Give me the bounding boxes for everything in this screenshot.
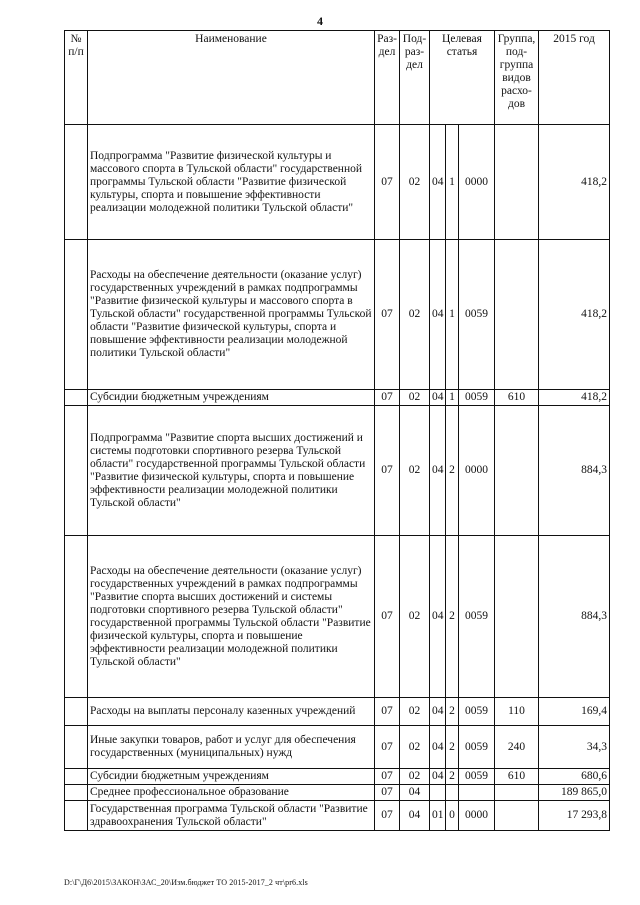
row-razdel-cell: 07 [375, 125, 400, 240]
row-expense-type-cell: 610 [495, 390, 539, 406]
row-podrazdel-cell: 02 [400, 406, 430, 536]
row-razdel-cell: 07 [375, 240, 400, 390]
row-target-subprogram-cell: 2 [446, 536, 459, 698]
table-row [65, 698, 610, 726]
table-body [65, 125, 610, 831]
file-path-footer: D:\Г\Д6\2015\ЗАКОН\ЗАС_20\Изм.бюджет ТО 2015-2017_2 чт\pr6.xls [64, 878, 308, 887]
row-sum-cell: 169,4 [539, 698, 610, 726]
row-target-direction-cell: 0000 [459, 801, 495, 831]
row-number-cell [65, 125, 88, 240]
row-expense-type-cell: 240 [495, 726, 539, 769]
row-expense-type-cell [495, 125, 539, 240]
row-podrazdel-cell: 02 [400, 125, 430, 240]
row-expense-type-cell [495, 536, 539, 698]
row-number-cell [65, 536, 88, 698]
row-number-cell [65, 785, 88, 801]
row-razdel-cell: 07 [375, 785, 400, 801]
table-row [65, 536, 610, 698]
header-name: Наименование [88, 31, 375, 125]
row-target-subprogram-cell: 2 [446, 726, 459, 769]
budget-table [64, 30, 610, 831]
row-podrazdel-cell: 02 [400, 769, 430, 785]
table-row [65, 240, 610, 390]
row-target-direction-cell [459, 785, 495, 801]
row-number-cell [65, 698, 88, 726]
row-name-cell: Расходы на обеспечение деятельности (оказание услуг) государственных учреждений в рамках подпрограммы "Развитие спорта высших достижений и системы подготовки спортивного резерва Тульской области" государственной программы Тульской области "Развитие физической культуры, спорта и повышение эффективности реализации молодежной политики Тульской области" [88, 536, 375, 698]
table-header-row [65, 31, 610, 125]
row-podrazdel-cell: 04 [400, 785, 430, 801]
row-target-program-cell: 01 [430, 801, 446, 831]
table-row [65, 390, 610, 406]
row-target-program-cell [430, 785, 446, 801]
table-row [65, 406, 610, 536]
header-num: № п/п [65, 31, 88, 125]
row-name-cell: Расходы на выплаты персоналу казенных учреждений [88, 698, 375, 726]
table-row [65, 801, 610, 831]
row-name-cell: Расходы на обеспечение деятельности (оказание услуг) государственных учреждений в рамках подпрограммы "Развитие физической культуры и массового спорта в Тульской области" государственной программы Тульской области "Развитие физической культуры, спорта и повышение эффективности реализации молодежной политики Тульской области" [88, 240, 375, 390]
row-target-subprogram-cell: 1 [446, 390, 459, 406]
row-name-cell: Подпрограмма "Развитие спорта высших достижений и системы подготовки спортивного резерва Тульской области" государственной программы Тульской области "Развитие физической культуры, спорта и повышение эффективности реализации молодежной политики Тульской области" [88, 406, 375, 536]
row-razdel-cell: 07 [375, 536, 400, 698]
header-celevaya-statya: Целевая статья [430, 31, 495, 125]
row-podrazdel-cell: 04 [400, 801, 430, 831]
row-target-direction-cell: 0000 [459, 125, 495, 240]
row-target-program-cell: 04 [430, 536, 446, 698]
row-target-program-cell: 04 [430, 726, 446, 769]
table-row [65, 726, 610, 769]
row-podrazdel-cell: 02 [400, 390, 430, 406]
row-name-cell: Подпрограмма "Развитие физической культуры и массового спорта в Тульской области" государственной программы Тульской области "Развитие физической культуры, спорта и повышение эффективности реализации молодежной политики Тульской области" [88, 125, 375, 240]
header-year: 2015 год [539, 31, 610, 125]
row-name-cell: Субсидии бюджетным учреждениям [88, 769, 375, 785]
row-podrazdel-cell: 02 [400, 240, 430, 390]
row-razdel-cell: 07 [375, 390, 400, 406]
row-target-program-cell: 04 [430, 125, 446, 240]
row-number-cell [65, 726, 88, 769]
row-number-cell [65, 390, 88, 406]
header-podrazdel: Под-раз-дел [400, 31, 430, 125]
row-podrazdel-cell: 02 [400, 536, 430, 698]
row-number-cell [65, 240, 88, 390]
page-number: 4 [317, 14, 323, 28]
row-target-direction-cell: 0059 [459, 390, 495, 406]
table-row [65, 769, 610, 785]
row-sum-cell: 17 293,8 [539, 801, 610, 831]
row-sum-cell: 34,3 [539, 726, 610, 769]
row-sum-cell: 884,3 [539, 536, 610, 698]
row-target-direction-cell: 0059 [459, 240, 495, 390]
row-razdel-cell: 07 [375, 726, 400, 769]
table-row [65, 125, 610, 240]
table-row [65, 785, 610, 801]
row-target-program-cell: 04 [430, 769, 446, 785]
row-target-subprogram-cell: 2 [446, 698, 459, 726]
row-name-cell: Субсидии бюджетным учреждениям [88, 390, 375, 406]
row-number-cell [65, 801, 88, 831]
row-expense-type-cell [495, 240, 539, 390]
row-podrazdel-cell: 02 [400, 726, 430, 769]
row-expense-type-cell: 610 [495, 769, 539, 785]
row-name-cell: Государственная программа Тульской области "Развитие здравоохранения Тульской области" [88, 801, 375, 831]
row-sum-cell: 418,2 [539, 125, 610, 240]
row-target-subprogram-cell: 2 [446, 769, 459, 785]
row-number-cell [65, 406, 88, 536]
row-razdel-cell: 07 [375, 769, 400, 785]
row-target-subprogram-cell: 0 [446, 801, 459, 831]
row-expense-type-cell [495, 785, 539, 801]
row-razdel-cell: 07 [375, 698, 400, 726]
row-name-cell: Среднее профессиональное образование [88, 785, 375, 801]
row-sum-cell: 189 865,0 [539, 785, 610, 801]
row-razdel-cell: 07 [375, 801, 400, 831]
header-razdel: Раз-дел [375, 31, 400, 125]
row-target-direction-cell: 0059 [459, 726, 495, 769]
header-gruppa: Группа, под-группа видов расхо-дов [495, 31, 539, 125]
row-target-program-cell: 04 [430, 406, 446, 536]
row-sum-cell: 418,2 [539, 390, 610, 406]
row-sum-cell: 884,3 [539, 406, 610, 536]
row-target-direction-cell: 0000 [459, 406, 495, 536]
row-target-program-cell: 04 [430, 698, 446, 726]
row-target-subprogram-cell [446, 785, 459, 801]
row-sum-cell: 680,6 [539, 769, 610, 785]
row-name-cell: Иные закупки товаров, работ и услуг для обеспечения государственных (муниципальных) нужд [88, 726, 375, 769]
row-target-program-cell: 04 [430, 390, 446, 406]
row-podrazdel-cell: 02 [400, 698, 430, 726]
row-target-subprogram-cell: 1 [446, 240, 459, 390]
row-razdel-cell: 07 [375, 406, 400, 536]
row-target-direction-cell: 0059 [459, 536, 495, 698]
row-number-cell [65, 769, 88, 785]
row-target-program-cell: 04 [430, 240, 446, 390]
row-expense-type-cell [495, 801, 539, 831]
row-target-direction-cell: 0059 [459, 769, 495, 785]
row-target-direction-cell: 0059 [459, 698, 495, 726]
row-expense-type-cell [495, 406, 539, 536]
row-target-subprogram-cell: 2 [446, 406, 459, 536]
row-expense-type-cell: 110 [495, 698, 539, 726]
row-sum-cell: 418,2 [539, 240, 610, 390]
row-target-subprogram-cell: 1 [446, 125, 459, 240]
